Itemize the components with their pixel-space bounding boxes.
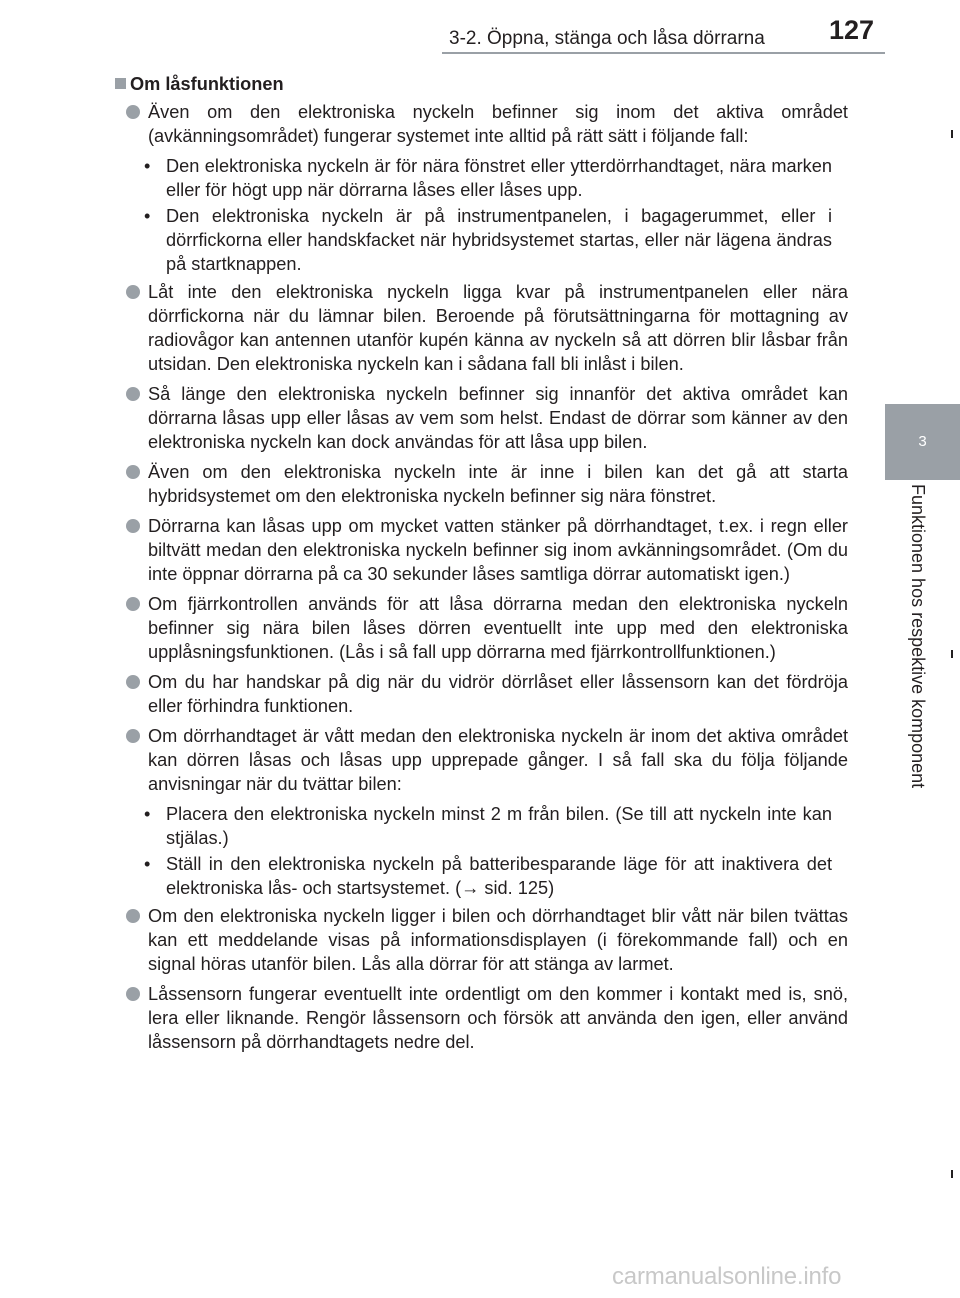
round-bullet-icon — [126, 729, 140, 743]
sub-list-text: Den elektroniska nyckeln är på instrumentpanelen, i bagagerummet, eller i dörrfickorna eller handskfacket när hybridsystemet startas, eller när lägena ändras på startknappen. — [166, 206, 832, 274]
dot-bullet-icon: • — [144, 206, 151, 226]
sub-list — [112, 802, 848, 900]
sub-list-item — [112, 154, 848, 202]
edge-tick — [951, 130, 953, 138]
bullet-text: Även om den elektroniska nyckeln befinner sig inom det aktiva området (avkänningsområdet) fungerar systemet inte alltid på rätt sätt i följande fall: — [148, 102, 848, 146]
bullet-item — [112, 982, 848, 1054]
round-bullet-icon — [126, 285, 140, 299]
bullet-text: Låssensorn fungerar eventuellt inte ordentligt om den kommer i kontakt med is, snö, lera eller liknande. Rengör låssensorn och försök att använda den igen, eller använd låssensorn på dörrhandtagets nedre del. — [148, 984, 848, 1052]
bullet-item — [112, 460, 848, 508]
page-number: 127 — [829, 15, 875, 45]
bullet-item — [112, 280, 848, 376]
round-bullet-icon — [126, 675, 140, 689]
bullet-text: Även om den elektroniska nyckeln inte är inne i bilen kan det gå att starta hybridsystemet om den elektroniska nyckeln befinner sig nära fönstret. — [148, 462, 848, 506]
dot-bullet-icon: • — [144, 854, 151, 874]
bullet-list — [112, 100, 848, 1054]
section-title: 3-2. Öppna, stänga och låsa dörrarna — [449, 28, 765, 49]
bullet-item — [112, 514, 848, 586]
section-heading-text: Om låsfunktionen — [130, 74, 284, 94]
sub-list-text: Den elektroniska nyckeln är för nära fönstret eller ytterdörrhandtaget, nära marken eller för högt upp när dörrarna låses eller låses upp. — [166, 156, 832, 200]
edge-tick — [951, 650, 953, 658]
round-bullet-icon — [126, 465, 140, 479]
round-bullet-icon — [126, 987, 140, 1001]
chapter-title-text: Funktionen hos respektive komponent — [908, 484, 928, 789]
square-bullet-icon — [115, 78, 126, 89]
main-content — [112, 72, 848, 1060]
page-header — [0, 0, 885, 58]
dot-bullet-icon: • — [144, 156, 151, 176]
edge-tick — [951, 1170, 953, 1178]
round-bullet-icon — [126, 387, 140, 401]
chapter-number-tab: 3 — [885, 404, 960, 480]
round-bullet-icon — [126, 519, 140, 533]
bullet-text: Om dörrhandtaget är vått medan den elektroniska nyckeln är inom det aktiva området kan dörren låsas och låsas upp upprepade gånger. I så fall ska du följa följande anvisningar när du tvättar bilen: — [148, 726, 848, 794]
bullet-item — [112, 382, 848, 454]
bullet-text: Så länge den elektroniska nyckeln befinner sig innanför det aktiva området kan dörrarna låsas upp eller låsas av vem som helst. Endast de dörrar som känner av den elektroniska nyckeln kan dock användas för att låsa upp bilen. — [148, 384, 848, 452]
round-bullet-icon — [126, 105, 140, 119]
sub-list — [112, 154, 848, 276]
bullet-item — [112, 592, 848, 664]
dot-bullet-icon: • — [144, 804, 151, 824]
round-bullet-icon — [126, 597, 140, 611]
bullet-text: Dörrarna kan låsas upp om mycket vatten stänker på dörrhandtaget, t.ex. i regn eller biltvätt medan den elektroniska nyckeln befinner sig inom avkänningsområdet. (Om du inte öppnar dörrarna på ca 30 sekunder låses samtliga dörrar automatiskt igen.) — [148, 516, 848, 584]
bullet-text: Låt inte den elektroniska nyckeln ligga kvar på instrumentpanelen eller nära dörrfickorna när du lämnar bilen. Beroende på förutsättningarna för mottagning av radiovågor kan antennen utanför kupén känna av nyckeln så att dörren blir låsbar från utsidan. Den elektroniska nyckeln kan i sådana fall bli inlåst i bilen. — [148, 282, 848, 374]
header-rule — [442, 52, 885, 54]
bullet-item — [112, 670, 848, 718]
watermark: carmanualsonline.info — [612, 1263, 842, 1290]
section-heading — [112, 72, 848, 96]
bullet-text: Om fjärrkontrollen används för att låsa dörrarna medan den elektroniska nyckeln befinner sig nära bilen låses dörren eventuellt inte upp med den elektroniska upplåsningsfunktionen. (Lås i så fall upp dörrarna med fjärrkontrollfunktionen.) — [148, 594, 848, 662]
sub-list-item — [112, 204, 848, 276]
sub-list-item — [112, 852, 848, 900]
chapter-title — [908, 484, 948, 828]
bullet-item — [112, 724, 848, 796]
sub-list-text: Placera den elektroniska nyckeln minst 2 m från bilen. (Se till att nyckeln inte kan stjälas.) — [166, 804, 832, 848]
sub-list-item — [112, 802, 848, 850]
sub-list-text: Ställ in den elektroniska nyckeln på batteribesparande läge för att inaktivera det elektroniska lås- och startsystemet. (→ sid. 125) — [166, 854, 832, 898]
round-bullet-icon — [126, 909, 140, 923]
bullet-item — [112, 904, 848, 976]
bullet-text: Om den elektroniska nyckeln ligger i bilen och dörrhandtaget blir vått när bilen tvättas kan ett meddelande visas på informationsdisplayen (i förekommande fall) och en signal höras utanför bilen. Lås alla dörrar för att stänga av larmet. — [148, 906, 848, 974]
bullet-text: Om du har handskar på dig när du vidrör dörrlåset eller låssensorn kan det fördröja eller förhindra funktionen. — [148, 672, 848, 716]
bullet-item — [112, 100, 848, 148]
